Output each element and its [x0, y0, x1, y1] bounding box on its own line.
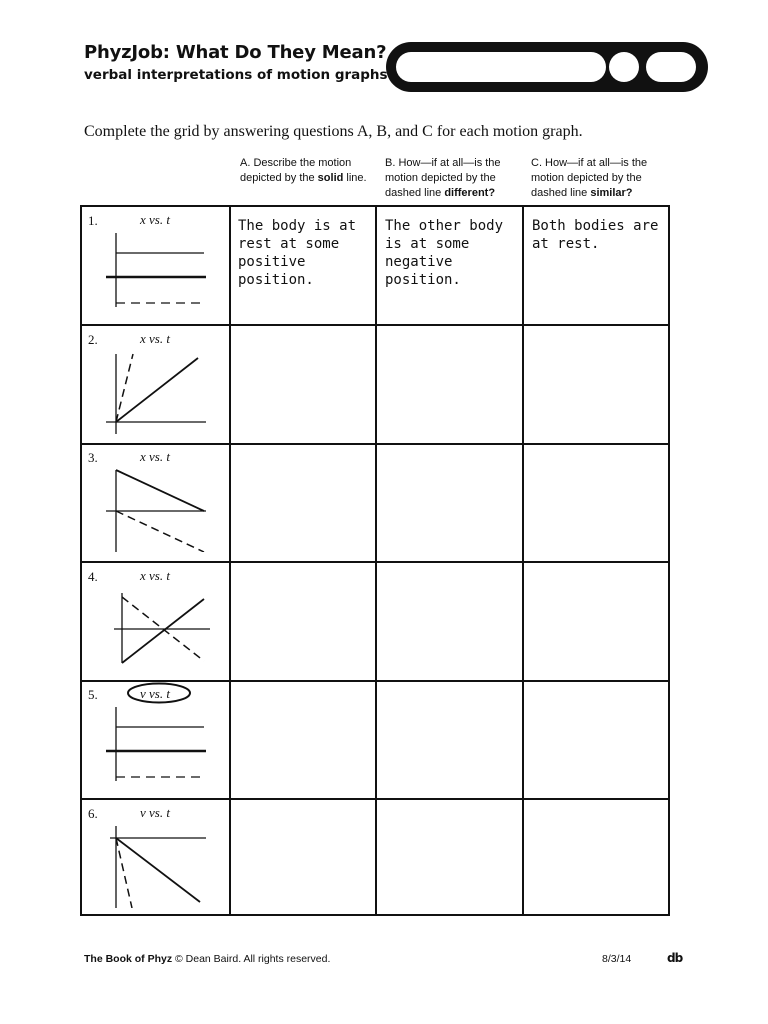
- row-number: 5.: [88, 687, 98, 702]
- copyright-text: © Dean Baird. All rights reserved.: [172, 953, 331, 965]
- graph-label: v vs. t: [140, 686, 170, 701]
- row-number: 4.: [88, 568, 98, 584]
- motion-graph-4: [106, 587, 216, 671]
- row-number: 3.: [88, 450, 98, 465]
- column-a-header: A. Describe the motion depicted by the solid line.: [240, 157, 367, 184]
- row-number: 1.: [88, 213, 98, 228]
- grid-row-5: [82, 681, 668, 800]
- footer-logo: db: [667, 951, 683, 965]
- grid-row-1: [82, 207, 668, 326]
- grid-row-6: [82, 800, 668, 919]
- grid-row-3: [82, 444, 668, 563]
- name-field-graphic: [384, 40, 710, 94]
- book-title: The Book of Phyz: [84, 953, 173, 965]
- answer-c[interactable]: Both bodies are at rest.: [532, 218, 659, 252]
- answer-a[interactable]: The body is at rest at some positive position.: [238, 218, 357, 288]
- motion-graph-3: [106, 468, 216, 552]
- row-number: 6.: [88, 805, 98, 821]
- grid-row-2: [82, 326, 668, 445]
- row-number: 2.: [88, 331, 98, 347]
- motion-graph-2: [106, 350, 216, 434]
- graph-label: x vs. t: [140, 330, 170, 346]
- answer-b[interactable]: The other body is at some negative position.: [385, 218, 504, 288]
- graph-label: x vs. t: [140, 212, 170, 227]
- footer-credit: [84, 953, 330, 965]
- footer-date: 8/3/14: [602, 953, 632, 965]
- answer-grid: [80, 205, 670, 916]
- motion-graph-1: [106, 231, 216, 315]
- column-c-header: C. How—if at all—is the motion depicted by the dashed line similar?: [531, 157, 648, 199]
- motion-graph-5: [106, 705, 216, 789]
- graph-label: v vs. t: [140, 804, 170, 820]
- page-subtitle: verbal interpretations of motion graphs: [84, 67, 388, 83]
- grid-row-4: [82, 563, 668, 682]
- graph-label: x vs. t: [140, 567, 170, 583]
- column-b-header: B. How—if at all—is the motion depicted by the dashed line different?: [385, 157, 501, 199]
- motion-graph-6: [106, 824, 216, 908]
- instructions: Complete the grid by answering questions A, B, and C for each motion graph.: [84, 123, 583, 140]
- graph-label: x vs. t: [140, 449, 170, 464]
- page-title: PhyzJob: What Do They Mean?: [84, 42, 387, 63]
